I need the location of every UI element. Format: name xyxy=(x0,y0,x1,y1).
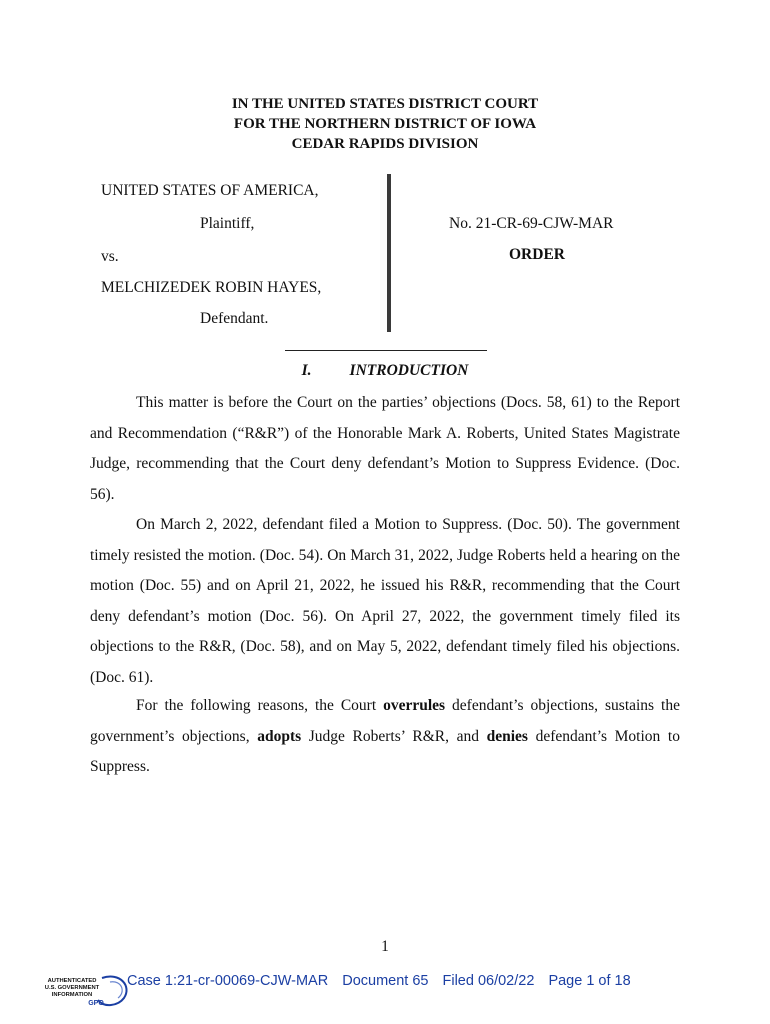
paragraph-1 xyxy=(90,388,680,510)
paragraph-2 xyxy=(90,510,680,694)
footer-filed: Filed 06/02/22 xyxy=(442,973,535,989)
footer-page: Page 1 of 18 xyxy=(548,973,631,989)
gpo-line-4: GPO xyxy=(88,1000,104,1007)
gpo-authentication-badge xyxy=(40,972,132,1012)
caption-rule xyxy=(285,350,487,351)
ruling-denies: denies xyxy=(486,727,528,745)
defendant-name: MELCHIZEDEK ROBIN HAYES, xyxy=(101,279,322,296)
paragraph-3-text-a: For the following reasons, the Court xyxy=(136,697,384,714)
court-header xyxy=(0,94,770,154)
gpo-line-3: INFORMATION xyxy=(51,992,93,998)
section-number: I. xyxy=(301,362,312,379)
section-heading xyxy=(0,362,770,380)
filing-footer xyxy=(127,973,641,989)
versus-label: vs. xyxy=(101,248,119,265)
plaintiff-role: Plaintiff, xyxy=(200,215,255,232)
document-type: ORDER xyxy=(509,246,565,263)
section-title: INTRODUCTION xyxy=(349,362,469,379)
caption-divider xyxy=(387,174,391,332)
footer-case: Case 1:21-cr-00069-CJW-MAR xyxy=(127,973,329,989)
gpo-line-1: AUTHENTICATED xyxy=(47,978,97,984)
ruling-overrules: overrules xyxy=(383,697,446,714)
case-number: No. 21-CR-69-CJW-MAR xyxy=(449,215,614,232)
paragraph-1-text: This matter is before the Court on the parties’ objections (Docs. 58, 61) to the Report and Recommendation (“R&R”) of the Honorable Mark A. Roberts, United States Magistrate Judge, recommending that the Court deny defendant’s Motion to Suppress Evidence. (Doc. 56). xyxy=(90,394,680,503)
paragraph-2-text: On March 2, 2022, defendant filed a Motion to Suppress. (Doc. 50). The government timely resisted the motion. (Doc. 54). On March 31, 2022, Judge Roberts held a hearing on the motion (Doc. 55) and on April 21, 2022, he issued his R&R, recommending that the Court deny defendant’s motion (Doc. 56). On April 27, 2022, the government timely filed its objections to the R&R, (Doc. 58), and on May 5, 2022, defendant timely filed his objections. (Doc. 61). xyxy=(90,516,680,686)
court-name: IN THE UNITED STATES DISTRICT COURT xyxy=(231,96,539,112)
paragraph-3 xyxy=(90,691,680,783)
court-district: FOR THE NORTHERN DISTRICT OF IOWA xyxy=(233,116,537,132)
paragraph-3-text-e: Judge Roberts’ R&R, and xyxy=(301,727,487,745)
gpo-line-2: U.S. GOVERNMENT xyxy=(44,985,100,991)
paragraph-3-text-c: defendant’s objections, sustains the government’s objections, xyxy=(90,697,680,745)
page-number: 1 xyxy=(381,938,389,955)
ruling-adopts: adopts xyxy=(257,727,302,745)
footer-document: Document 65 xyxy=(342,973,429,989)
defendant-role: Defendant. xyxy=(200,310,269,327)
paragraph-3-text-g: defendant’s Motion to Suppress. xyxy=(90,727,680,776)
court-division: CEDAR RAPIDS DIVISION xyxy=(291,136,479,152)
plaintiff-name: UNITED STATES OF AMERICA, xyxy=(101,182,319,199)
